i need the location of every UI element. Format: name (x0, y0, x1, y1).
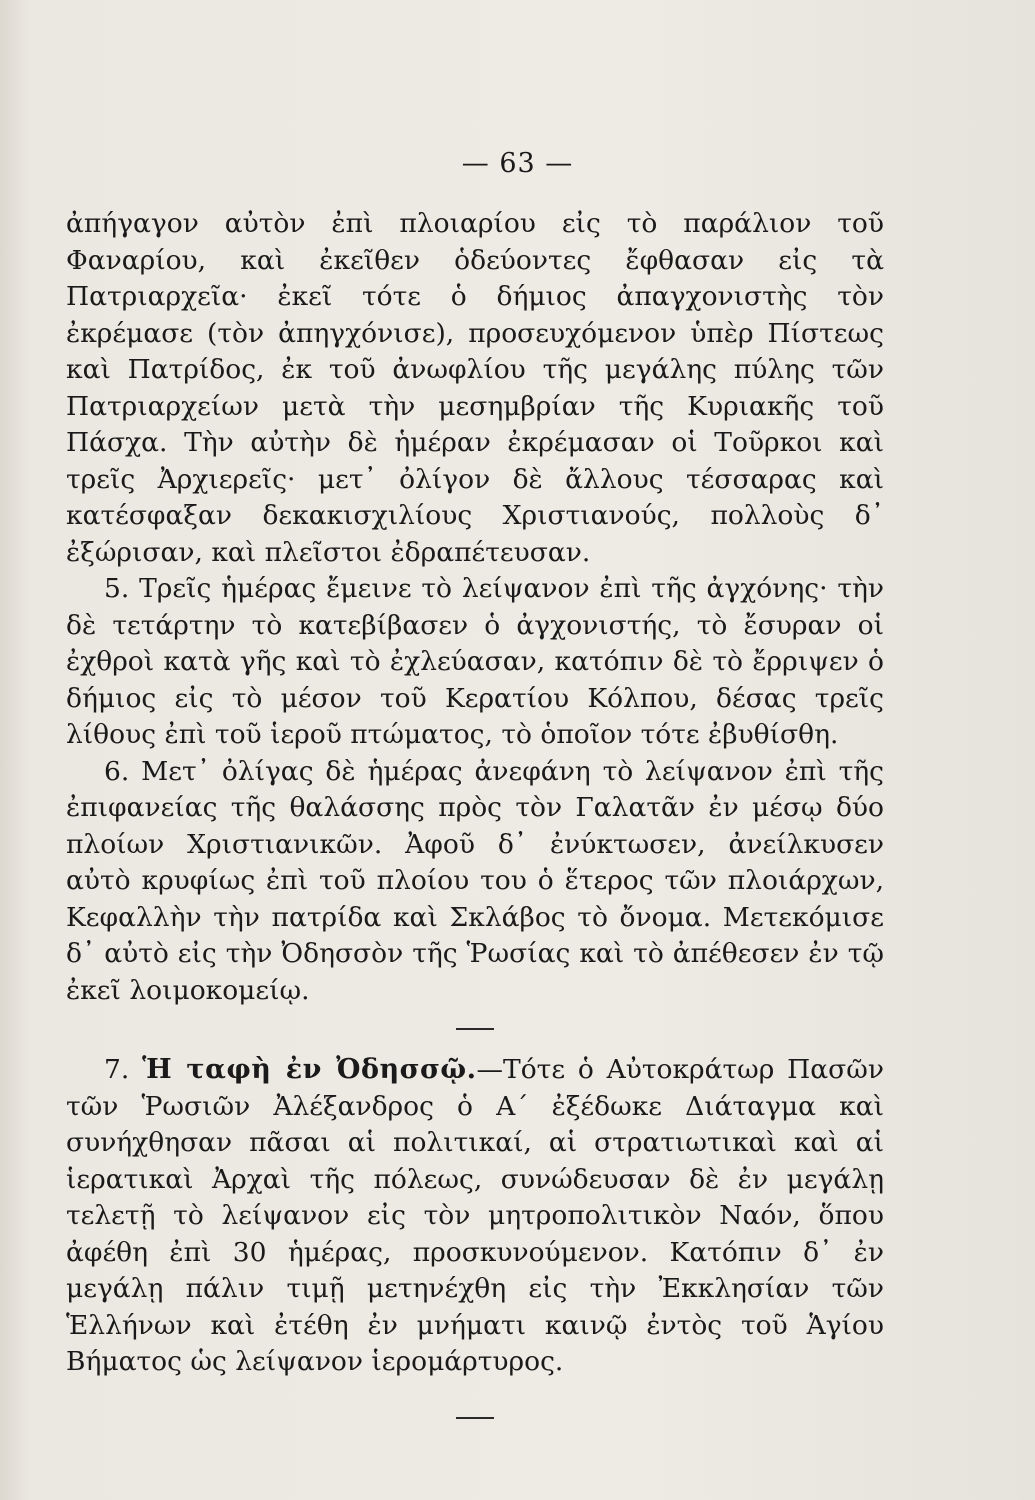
section-divider (456, 1028, 494, 1030)
section-number: 7. (104, 1054, 130, 1085)
paragraph-continuation: ἀπήγαγον αὐτὸν ἐπὶ πλοιαρίου εἰς τὸ παράλιον τοῦ Φαναρίου, καὶ ἐκεῖθεν ὁδεύοντες ἔφθασαν εἰς τὰ Πατριαρχεῖα· ἐκεῖ τότε ὁ δήμιος ἀπαγχονιστὴς τὸν ἐκρέμασε (τὸν ἀπηγχόνισε), προσευχόμενον ὑπὲρ Πίστεως καὶ Πατρίδος, ἐκ τοῦ ἀνωφλίου τῆς μεγάλης πύλης τῶν Πατριαρχείων μετὰ τὴν μεσημβρίαν τῆς Κυριακῆς τοῦ Πάσχα. Τὴν αὐτὴν δὲ ἡμέραν ἐκρέμασαν οἱ Τοῦρκοι καὶ τρεῖς Ἀρχιερεῖς· μετ᾽ ὀλίγον δὲ ἄλλους τέσσαρας καὶ κατέσφαξαν δεκακισχιλίους Χριστιανούς, πολλοὺς δ᾽ ἐξώρισαν, καὶ πλεῖστοι ἐδραπέτευσαν. (66, 208, 884, 568)
paragraph-6: 6. Μετ᾽ ὀλίγας δὲ ἡμέρας ἀνεφάνη τὸ λείψανον ἐπὶ τῆς ἐπιφανείας τῆς θαλάσσης πρὸς τὸν Γαλατᾶν ἐν μέσῳ δύο πλοίων Χριστιανικῶν. Ἀφοῦ δ᾽ ἐνύκτωσεν, ἀνείλκυσεν αὐτὸ κρυφίως ἐπὶ τοῦ πλοίου του ὁ ἕτερος τῶν πλοιάρχων, Κεφαλλὴν τὴν πατρίδα καὶ Σκλάβος τὸ ὄνομα. Μετεκόμισε δ᾽ αὐτὸ εἰς τὴν Ὀδησσὸν τῆς Ῥωσίας καὶ τὸ ἀπέθεσεν ἐν τῷ ἐκεῖ λοιμοκομείῳ. (66, 755, 884, 1006)
section-body: —Τότε ὁ Αὐτοκράτωρ Πασῶν τῶν Ῥωσιῶν Ἀλέξανδρος ὁ Α´ ἐξέδωκε Διάταγμα καὶ συνήχθησαν πᾶσαι αἱ πολιτικαί, αἱ στρατιωτικαὶ καὶ αἱ ἱερατικαὶ Ἀρχαὶ τῆς πόλεως, συνώδευσαν δὲ ἐν μεγάλῃ τελετῇ τὸ λείψανον εἰς τὸν μητροπολιτικὸν Ναόν, ὅπου ἀφέθη ἐπὶ 30 ἡμέρας, προσκυνούμενον. Κατόπιν δ᾽ ἐν μεγάλῃ πάλιν τιμῇ μετηνέχθη εἰς τὴν Ἐκκλησίαν τῶν Ἑλλήνων καὶ ἐτέθη ἐν μνήματι καινῷ ἐντὸς τοῦ Ἁγίου Βήματος ὡς λείψανον ἱερομάρτυρος. (66, 1054, 884, 1377)
page-number: — 63 — (461, 148, 574, 179)
paragraph-7 (66, 1052, 884, 1381)
paragraph-5: 5. Τρεῖς ἡμέρας ἔμεινε τὸ λείψανον ἐπὶ τῆς ἀγχόνης· τὴν δὲ τετάρτην τὸ κατεβίβασεν ὁ ἀγχονιστής, τὸ ἔσυραν οἱ ἐχθροὶ κατὰ γῆς καὶ τὸ ἐχλεύασαν, κατόπιν δὲ τὸ ἔρριψεν ὁ δήμιος εἰς τὸ μέσον τοῦ Κερατίου Κόλπου, δέσας τρεῖς λίθους ἐπὶ τοῦ ἱεροῦ πτώματος, τὸ ὁποῖον τότε ἐβυθίσθη. (66, 573, 884, 750)
body-text (66, 206, 884, 1441)
section-title: Ἡ ταφὴ ἐν Ὀδησσῷ. (142, 1054, 477, 1085)
end-divider (456, 1417, 494, 1419)
